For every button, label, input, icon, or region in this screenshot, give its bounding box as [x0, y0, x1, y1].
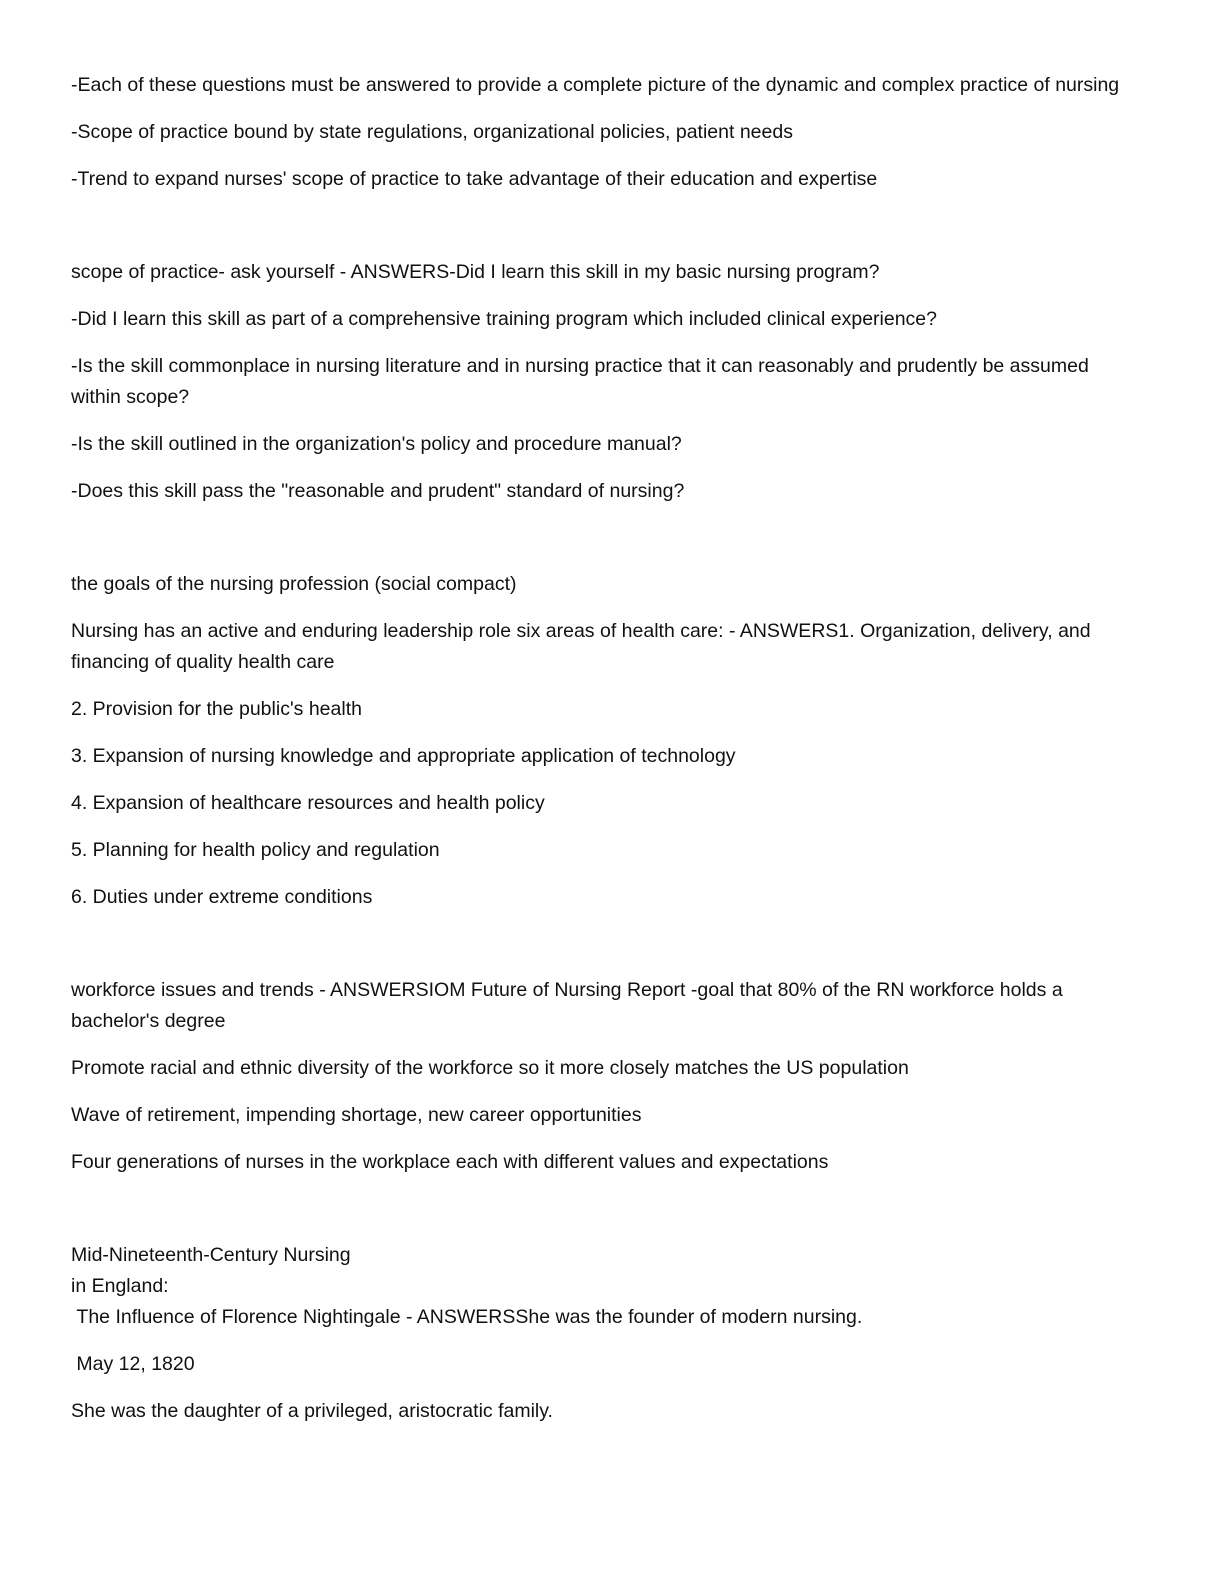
paragraph: -Is the skill outlined in the organization's policy and procedure manual? [71, 433, 682, 455]
paragraph: Nursing has an active and enduring leadership role six areas of health care: - ANSWERS1. Organization, delivery, and financing of quality health care [71, 620, 1097, 673]
paragraph: -Each of these questions must be answered to provide a complete picture of the dynamic and complex practice of nursing [71, 74, 1120, 96]
paragraph: May 12, 1820 [71, 1353, 195, 1375]
list-item: 5. Planning for health policy and regulation [71, 839, 440, 861]
paragraph: She was the daughter of a privileged, aristocratic family. [71, 1400, 553, 1422]
section-gap [71, 211, 1134, 257]
paragraph: Wave of retirement, impending shortage, new career opportunities [71, 1104, 642, 1126]
list-item: 2. Provision for the public's health [71, 698, 362, 720]
list-item: 6. Duties under extreme conditions [71, 886, 373, 908]
section-goals-nursing-profession [71, 569, 1134, 913]
section-gap [71, 1194, 1134, 1240]
paragraph: -Does this skill pass the "reasonable and prudent" standard of nursing? [71, 480, 685, 502]
heading-line: Mid-Nineteenth-Century Nursing [71, 1244, 351, 1266]
section-gap [71, 929, 1134, 975]
paragraph: The Influence of Florence Nightingale - ANSWERSShe was the founder of modern nursing. [71, 1306, 863, 1328]
list-item: 3. Expansion of nursing knowledge and appropriate application of technology [71, 745, 736, 767]
paragraph: -Scope of practice bound by state regulations, organizational policies, patient needs [71, 121, 793, 143]
section-gap [71, 523, 1134, 569]
heading-line: in England: [71, 1275, 169, 1297]
paragraph: -Trend to expand nurses' scope of practice to take advantage of their education and expertise [71, 168, 878, 190]
paragraph: Four generations of nurses in the workplace each with different values and expectations [71, 1151, 829, 1173]
paragraph: -Is the skill commonplace in nursing literature and in nursing practice that it can reasonably and prudently be assumed within scope? [71, 355, 1095, 408]
list-item: 4. Expansion of healthcare resources and health policy [71, 792, 545, 814]
paragraph: Promote racial and ethnic diversity of the workforce so it more closely matches the US population [71, 1057, 909, 1079]
section-scope-ask-yourself [71, 257, 1134, 507]
section-scope-notes [71, 70, 1134, 195]
paragraph: -Did I learn this skill as part of a comprehensive training program which included clinical experience? [71, 308, 937, 330]
section-workforce-issues [71, 975, 1134, 1178]
paragraph: the goals of the nursing profession (social compact) [71, 573, 517, 595]
section-nightingale [71, 1240, 1134, 1427]
paragraph: scope of practice- ask yourself - ANSWERS-Did I learn this skill in my basic nursing program? [71, 261, 880, 283]
paragraph: workforce issues and trends - ANSWERSIOM Future of Nursing Report -goal that 80% of the RN workforce holds a bachelor's degree [71, 979, 1069, 1032]
